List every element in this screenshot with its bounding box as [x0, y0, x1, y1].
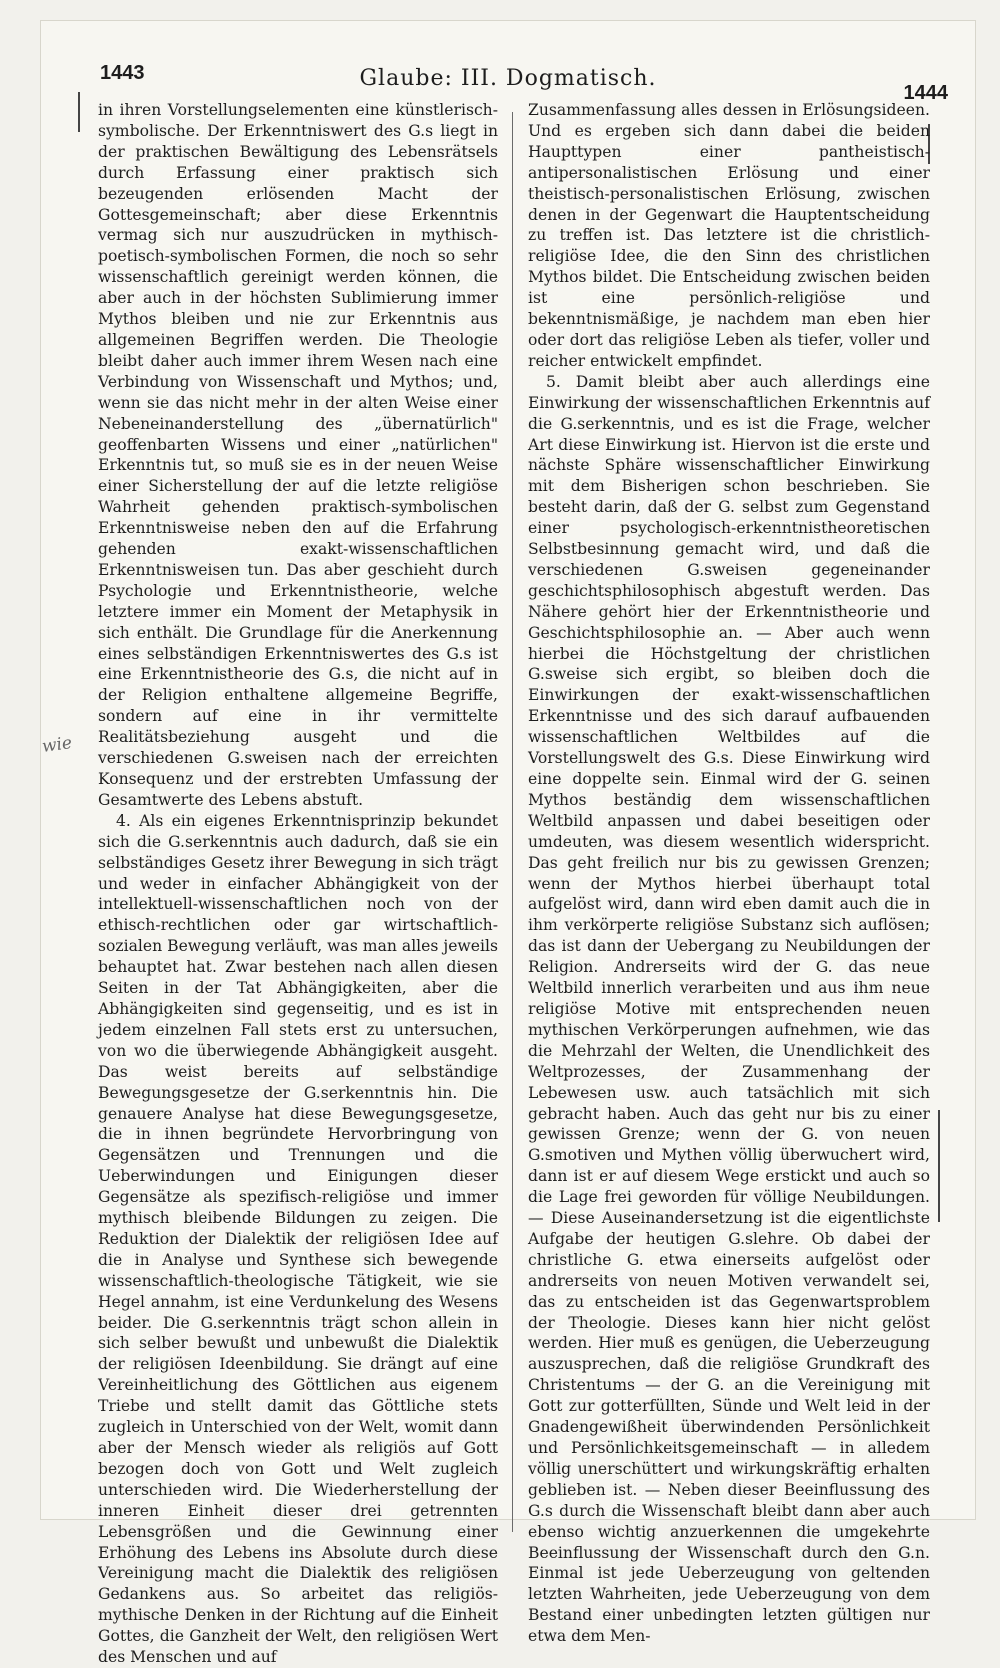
page-number-right: 1444: [903, 82, 948, 104]
column-divider: [512, 112, 513, 1532]
book-page: [40, 20, 976, 1667]
right-column: [528, 100, 930, 1647]
paragraph: 5. Damit bleibt aber auch allerdings eine Einwirkung der wissenschaftlichen Erkenntnis auf die G.serkenntnis, und es ist die Frage, welcher Art diese Einwirkung ist. Hiervon ist die erste und nächste Sphäre wissenschaftlicher Einwirkung mit dem Bisherigen schon beschrieben. Sie besteht darin, daß der G. selbst zum Gegenstand einer psychologisch-erkenntnistheoretischen Selbstbesinnung gemacht wird, und daß die verschiedenen G.sweisen gegeneinander geschichtsphilosophisch abgestuft werden. Das Nähere gehört hier der Erkenntnistheorie und Geschichtsphilosophie an. — Aber auch wenn hierbei die Höchstgeltung der christlichen G.sweise sich ergibt, so bleiben doch die Einwirkungen der exakt-wissenschaftlichen Erkenntnisse und des sich darauf aufbauenden wissenschaftlichen Weltbildes auf die Vorstellungswelt des G.s. Diese Einwirkung wird eine doppelte sein. Einmal wird der G. seinen Mythos beständig dem wissenschaftlichen Weltbild anpassen und dabei beseitigen oder umdeuten, was diesem wesentlich widerspricht. Das geht freilich nur bis zu gewissen Grenzen; wenn der Mythos hierbei überhaupt total aufgelöst wird, dann wird eben damit auch die in ihm verkörperte religiöse Substanz sich auflösen; das ist dann der Uebergang zu Neubildungen der Religion. Andrerseits wird der G. das neue Weltbild innerlich verarbeiten und aus ihm neue religiöse Motive mit entsprechenden neuen mythischen Verkörperungen aufnehmen, wie das die Mehrzahl der Welten, die Unendlichkeit des Weltprozesses, der Zusammenhang der Lebewesen usw. auch tatsächlich mit sich gebracht haben. Auch das geht nur bis zu einer gewissen Grenze; wenn der G. von neuen G.smotiven und Mythen völlig überwuchert wird, dann ist er auf diesem Wege erstickt und auch so die Lage frei geworden für völlige Neubildungen. — Diese Auseinandersetzung ist die eigentlichste Aufgabe der heutigen G.slehre. Ob dabei der christliche G. etwa einerseits aufgelöst oder andrerseits von neuen Motiven verwandelt sei, das zu entscheiden ist das Gegenwartsproblem der Theologie. Dieses kann hier nicht gelöst werden. Hier muß es genügen, die Ueberzeugung auszusprechen, daß die religiöse Grundkraft des Christentums — der G. an die Vereinigung mit Gott zur gotterfüllten, Sünde und Welt leid in der Gnadengewißheit überwindenden Persönlichkeit und Persönlichkeitsgemeinschaft — in alledem völlig unerschüttert und wirkungskräftig erhalten geblieben ist. — Neben dieser Beeinflussung des G.s durch die Wissenschaft bleibt dann aber auch ebenso wichtig anzuerkennen die umgekehrte Beeinflussung der Wissenschaft durch den G.n. Einmal ist jede Ueberzeugung von geltenden letzten Wahrheiten, jede Ueberzeugung von dem Bestand einer unbedingten letzten gültigen nur etwa dem Men-: [528, 372, 930, 1646]
paragraph: Zusammenfassung alles dessen in Erlösungsideen. Und es ergeben sich dann dabei die beiden Haupttypen einer pantheistisch-antipersonalistischen Erlösung und einer theistisch-personalistischen Erlösung, zwischen denen in der Gegenwart die Hauptentscheidung zu treffen ist. Das letztere ist die christlich-religiöse Idee, die den Sinn des christlichen Mythos bildet. Die Entscheidung zwischen beiden ist eine persönlich-religiöse und bekenntnismäßige, je nachdem man eben hier oder dort das religiöse Leben als tiefer, voller und reicher entwickelt empfindet.: [528, 101, 930, 370]
page-number-left: 1443: [100, 62, 145, 84]
running-title: Glaube: III. Dogmatisch.: [359, 66, 657, 91]
margin-mark-bar: [78, 92, 80, 132]
paragraph: in ihren Vorstellungselementen eine künstlerisch-symbolische. Der Erkenntniswert des G.s liegt in der praktischen Bewältigung des Lebensrätsels durch Erfassung einer praktisch sich bezeugenden erlösenden Macht der Gottesgemeinschaft; aber diese Erkenntnis vermag sich nur auszudrücken in mythisch-poetisch-symbolischen Formen, die noch so sehr wissenschaftlich gereinigt werden können, die aber auch in der höchsten Sublimierung immer Mythos bleiben und nie zur Erkenntnis aus allgemeinen Begriffen werden. Die Theologie bleibt daher auch immer ihrem Wesen nach eine Verbindung von Wissenschaft und Mythos; und, wenn sie das nicht mehr in der alten Weise einer Nebeneinanderstellung des „übernatürlich" geoffenbarten Wissens und einer „natürlichen" Erkenntnis tut, so muß sie es in der neuen Weise einer Sicherstellung der auf die letzte religiöse Wahrheit gehenden praktisch-symbolischen Erkenntnisweise neben den auf die Erfahrung gehenden exakt-wissenschaftlichen Erkenntnisweisen tun. Das aber geschieht durch Psychologie und Erkenntnistheorie, welche letztere immer ein Moment der Metaphysik in sich enthält. Die Grundlage für die Anerkennung eines selbständigen Erkenntniswertes des G.s ist eine Erkenntnistheorie des G.s, die nicht auf in der Religion enthaltene allgemeine Begriffe, sondern auf eine in ihr vermittelte Realitätsbeziehung ausgeht und die verschiedenen G.sweisen nach der erreichten Konsequenz und der erstrebten Umfassung der Gesamtwerte des Lebens abstuft.: [98, 101, 498, 809]
left-column: [98, 100, 498, 1668]
margin-mark-bar: [938, 1110, 940, 1222]
paragraph: 4. Als ein eigenes Erkenntnisprinzip bekundet sich die G.serkenntnis auch dadurch, daß sie ein selbständiges Gesetz ihrer Bewegung in sich trägt und weder in einfacher Abhängigkeit von der intellektuell-wissenschaftlichen noch von der ethisch-rechtlichen oder gar wirtschaftlich-sozialen Bewegung verläuft, was man alles jeweils behauptet hat. Zwar bestehen nach allen diesen Seiten in der Tat Abhängigkeiten, aber die Abhängigkeiten sind gegenseitig, und es ist in jedem einzelnen Fall stets erst zu untersuchen, von wo die überwiegende Abhängigkeit ausgeht. Das weist bereits auf selbständige Bewegungsgesetze der G.serkenntnis hin. Die genauere Analyse hat diese Bewegungsgesetze, die in ihnen begründete Hervorbringung von Gegensätzen und Trennungen und die Ueberwindungen und Einigungen dieser Gegensätze als spezifisch-religiöse und immer mythisch bleibende Bildungen zu zeigen. Die Reduktion der Dialektik der religiösen Idee auf die in Analyse und Synthese sich bewegende wissenschaftlich-theologische Tätigkeit, wie sie Hegel annahm, ist eine Verdunkelung des Wesens beider. Die G.serkenntnis trägt schon allein in sich selber bewußt und unbewußt die Dialektik der religiösen Ideenbildung. Sie drängt auf eine Vereinheitlichung des Göttlichen aus eigenem Triebe und stellt damit das Göttliche stets zugleich in Unterschied von der Welt, womit dann aber der Mensch wieder als religiös auf Gott bezogen doch von Gott und Welt zugleich unterschieden wird. Die Wiederherstellung der inneren Einheit dieser drei getrennten Lebensgrößen und die Gewinnung einer Erhöhung des Lebens ins Absolute durch diese Vereinigung macht die Dialektik des religiösen Gedankens aus. So arbeitet das religiös-mythische Denken in der Richtung auf die Einheit Gottes, die Ganzheit der Welt, den religiösen Wert des Menschen und auf: [98, 811, 498, 1667]
margin-handwritten-note: wie: [40, 733, 74, 757]
page-header: [40, 42, 976, 104]
